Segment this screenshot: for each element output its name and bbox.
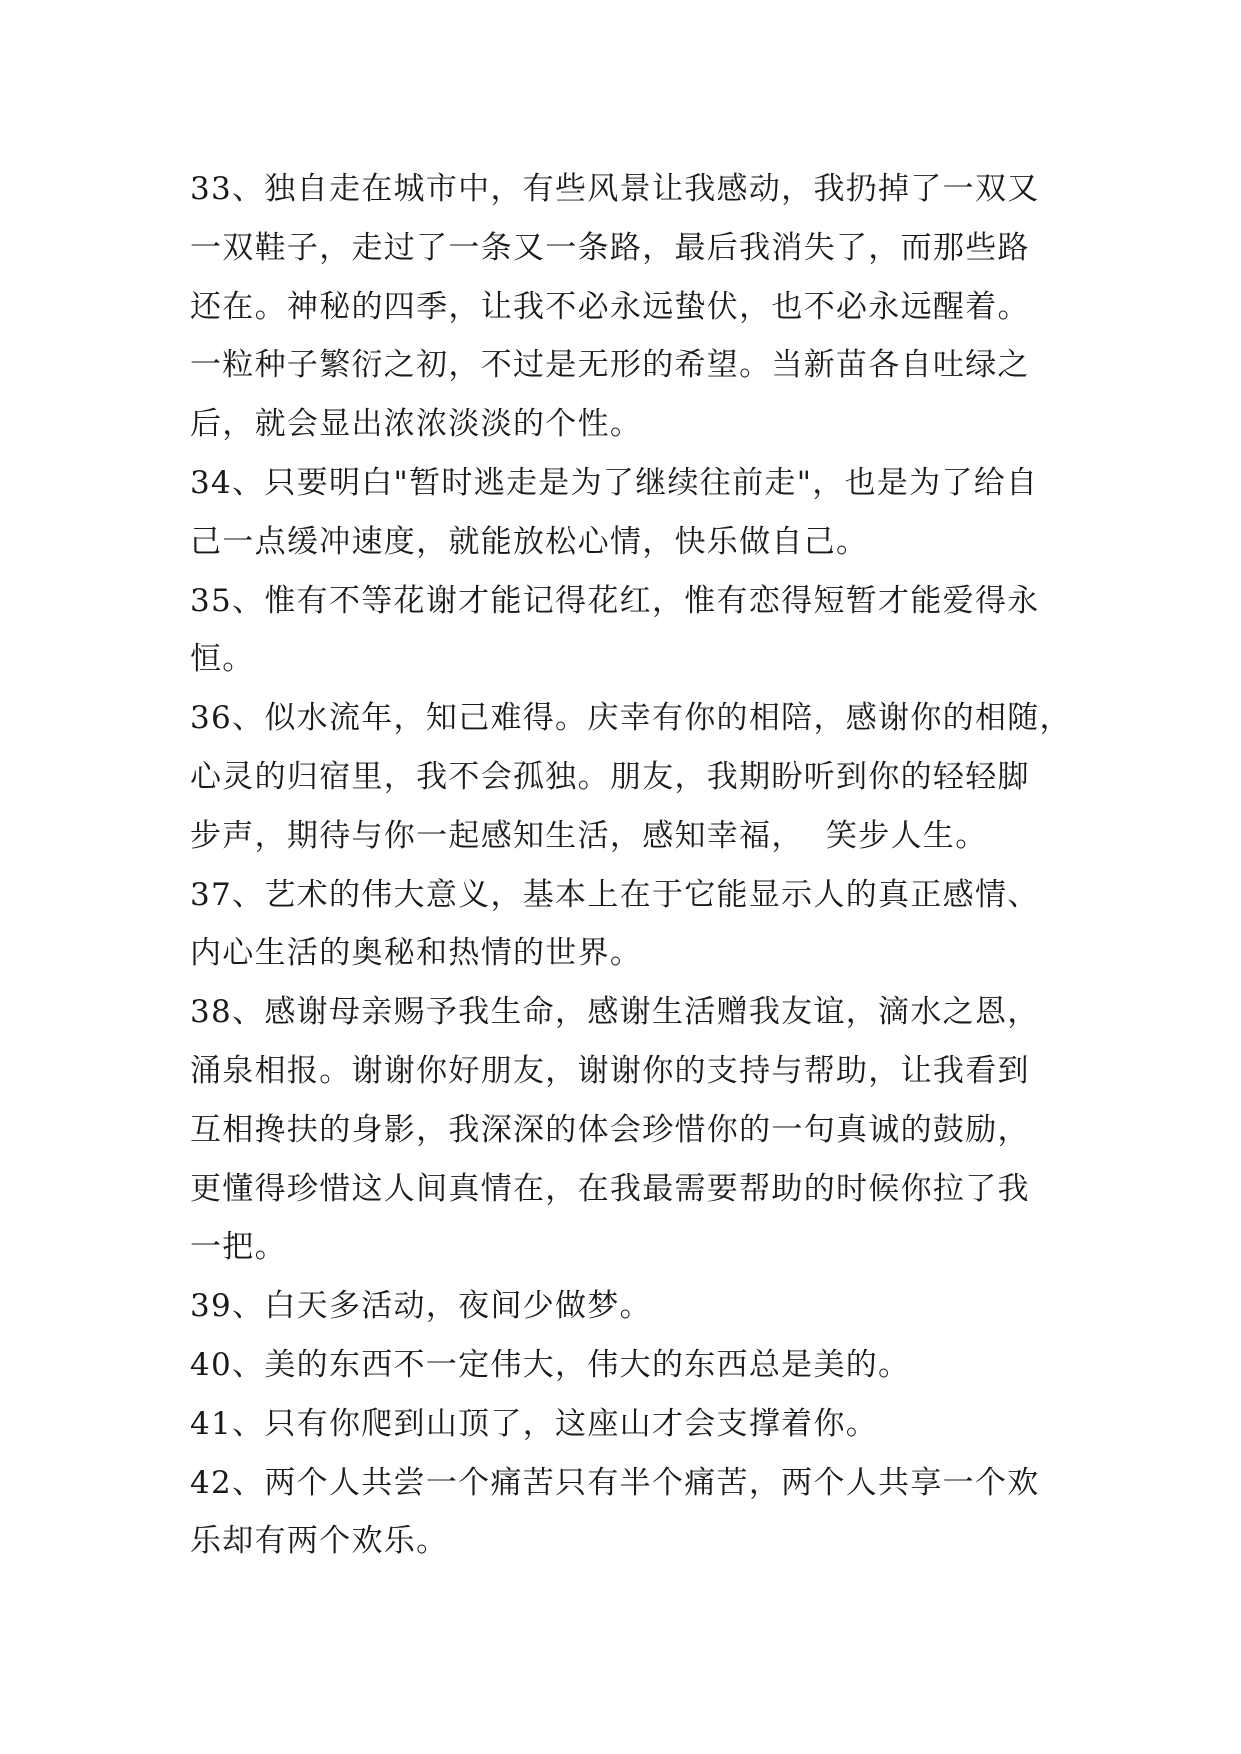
text-line: 内心生活的奥秘和热情的世界。 [190,935,643,972]
document-body [190,160,1080,1571]
text-line: 35、惟有不等花谢才能记得花红，惟有恋得短暂才能爱得永 [190,582,1040,619]
text-line: 互相搀扶的身影，我深深的体会珍惜你的一句真诚的鼓励， [190,1111,1030,1148]
text-line: 步声，期待与你一起感知生活，感知幸福， 笑步人生。 [190,817,988,854]
text-line: 心灵的归宿里，我不会孤独。朋友，我期盼听到你的轻轻脚 [190,758,1030,795]
text-line: 乐却有两个欢乐。 [190,1523,449,1560]
text-line: 一把。 [190,1229,287,1266]
text-line: 36、似水流年，知己难得。庆幸有你的相陪，感谢你的相随， [190,700,1072,737]
text-line: 一双鞋子，走过了一条又一条路，最后我消失了，而那些路 [190,229,1030,266]
text-line: 己一点缓冲速度，就能放松心情，快乐做自己。 [190,523,869,560]
text-line: 更懂得珍惜这人间真情在，在我最需要帮助的时候你拉了我 [190,1170,1030,1207]
text-line: 39、白天多活动，夜间少做梦。 [190,1288,652,1325]
text-line: 恒。 [190,641,255,678]
text-line: 一粒种子繁衍之初，不过是无形的希望。当新苗各自吐绿之 [190,347,1030,384]
text-line: 还在。神秘的四季，让我不必永远蛰伏，也不必永远醒着。 [190,288,1030,325]
text-line: 38、感谢母亲赐予我生命，感谢生活赠我友谊，滴水之恩， [190,994,1040,1031]
text-line: 后，就会显出浓浓淡淡的个性。 [190,406,643,443]
text-line: 37、艺术的伟大意义，基本上在于它能显示人的真正感情、 [190,876,1040,913]
text-line: 33、独自走在城市中，有些风景让我感动，我扔掉了一双又 [190,171,1040,207]
text-line: 42、两个人共尝一个痛苦只有半个痛苦，两个人共享一个欢 [190,1464,1040,1501]
text-line: 涌泉相报。谢谢你好朋友，谢谢你的支持与帮助，让我看到 [190,1052,1030,1089]
text-line: 40、美的东西不一定伟大，伟大的东西总是美的。 [190,1346,911,1383]
text-line: 41、只有你爬到山顶了，这座山才会支撑着你。 [190,1405,879,1442]
text-line: 34、只要明白"暂时逃走是为了继续往前走"，也是为了给自 [190,464,1039,501]
